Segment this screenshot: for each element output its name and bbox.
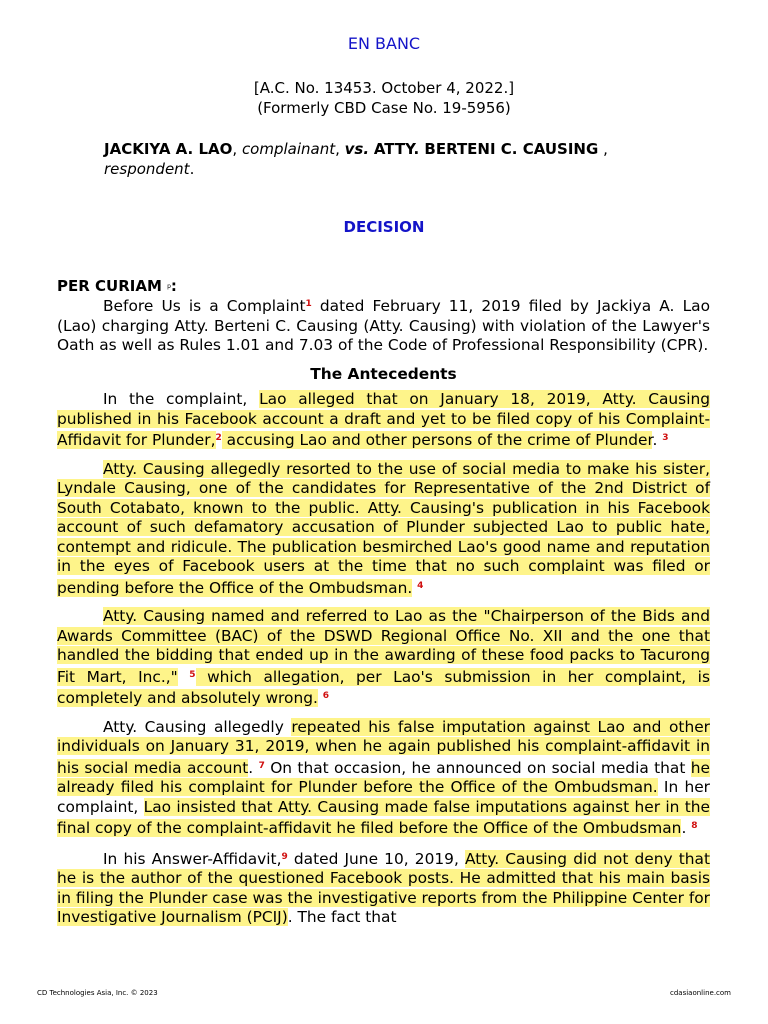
footnote-7-link[interactable]: 7 xyxy=(258,760,265,771)
paragraph-6 xyxy=(57,848,710,928)
text-run: In his Answer-Affidavit, xyxy=(103,849,282,868)
footer-site: cdasiaonline.com xyxy=(670,989,731,997)
court-division: EN BANC xyxy=(347,34,421,53)
text-run: dated June 10, 2019, xyxy=(287,849,466,868)
highlighted-text: he already filed his complaint for Plunder before the Office of the Ombudsman. xyxy=(57,758,710,796)
respondent-role: respondent xyxy=(104,160,190,178)
footer-copyright: CD Technologies Asia, Inc. © 2023 xyxy=(37,989,158,997)
highlighted-text: accusing Lao and other persons of the crime of Plunder xyxy=(221,431,653,449)
footnote-6-link[interactable]: 6 xyxy=(322,691,330,701)
text-run: Before Us is a Complaint xyxy=(103,297,306,315)
text-run: . The fact that xyxy=(287,908,397,926)
footnote-9-link[interactable]: 9 xyxy=(281,851,288,862)
paragraph-1 xyxy=(57,295,710,356)
paragraph-5 xyxy=(57,718,710,839)
text-run: . xyxy=(248,758,254,777)
former-case-number: (Formerly CBD Case No. 19-5956) xyxy=(257,99,511,117)
highlighted-text: Atty. Causing did not deny that he is the author of the questioned Facebook posts. He admitted that his main basis in filing the Plunder case was the investigative reports from the Philippine Center for Investigative Journalism (PCIJ) xyxy=(57,849,711,926)
per-curiam-mark: p xyxy=(167,283,171,290)
versus: vs. xyxy=(344,140,370,158)
text-run: . xyxy=(681,819,687,837)
text-run: . xyxy=(652,431,658,449)
footnote-2-link[interactable]: 2 xyxy=(215,433,222,443)
highlighted-text: Atty. Causing allegedly resorted to the use of social media to make his sister, Lyndale Causing, one of the candidates for Representative of the 2nd District of South Cotabato, known to the public. Atty. Causing's publication in his Facebook account of such defamatory accusation of Plunder subjected Lao to public hate, contempt and ridicule. The publication besmirched Lao's good name and reputation in the eyes of Facebook users at the time that no such complaint was filed or pending before the Office of the Ombudsman. xyxy=(57,459,710,597)
highlighted-text: Lao alleged that on January 18, 2019, Atty. Causing published in his Facebook account a draft and yet to be filed copy of his Complaint-Affidavit for Plunder, xyxy=(57,390,710,449)
respondent-name: ATTY. BERTENI C. CAUSING xyxy=(373,140,599,158)
highlighted-text: Atty. Causing named and referred to Lao as the "Chairperson of the Bids and Awards Committee (BAC) of the DSWD Regional Office No. XII and the one that handled the bidding that ended up in the awarding of these food packs to Tacurong Fit Mart, Inc.," xyxy=(57,607,710,686)
footnote-3-link[interactable]: 3 xyxy=(662,433,669,443)
highlighted-text: repeated his false imputation against Lao and other individuals on January 31, 2019, when he again published his complaint-affidavit in his social media account xyxy=(57,717,710,777)
paragraph-4 xyxy=(57,607,710,709)
paragraph-2 xyxy=(57,390,710,451)
per-curiam-label: PER CURIAM p: xyxy=(57,277,177,295)
case-header xyxy=(0,78,768,118)
text-run: On that occasion, he announced on social media that xyxy=(264,758,691,777)
per-curiam-text: PER CURIAM xyxy=(57,277,162,295)
text-run: Atty. Causing allegedly xyxy=(103,717,292,736)
text-run: dated February 11, 2019 filed by Jackiya A. Lao (Lao) charging Atty. Berteni C. Causing (Atty. Causing) with violation of the Lawyer's Oath as well as Rules 1.01 and 7.03 of the Code of Professional Responsibility (CPR). xyxy=(57,297,710,354)
case-parties: JACKIYA A. LAO, complainant, vs. ATTY. BERTENI C. CAUSING , respondent. xyxy=(104,140,608,178)
complainant-role: complainant xyxy=(241,140,336,158)
paragraph-3 xyxy=(57,460,710,599)
decision-body xyxy=(57,295,710,937)
text-run: In her complaint, xyxy=(57,778,710,816)
section-heading-antecedents: The Antecedents xyxy=(310,364,457,383)
decision-title: DECISION xyxy=(343,218,425,236)
footnote-8-link[interactable]: 8 xyxy=(691,821,698,831)
highlighted-text: which allegation, per Lao's submission in her complaint, is completely and absolutely wrong. xyxy=(57,667,710,707)
text-run: In the complaint, xyxy=(103,390,260,408)
highlighted-text: Lao insisted that Atty. Causing made false imputations against her in the final copy of the complaint-affidavit he filed before the Office of the Ombudsman xyxy=(57,797,711,837)
case-number: [A.C. No. 13453. October 4, 2022.] xyxy=(253,79,515,97)
footnote-1-link[interactable]: 1 xyxy=(305,299,312,309)
footnote-4-link[interactable]: 4 xyxy=(417,580,424,591)
complainant-name: JACKIYA A. LAO xyxy=(104,140,233,158)
footnote-5-link[interactable]: 5 xyxy=(189,669,196,680)
